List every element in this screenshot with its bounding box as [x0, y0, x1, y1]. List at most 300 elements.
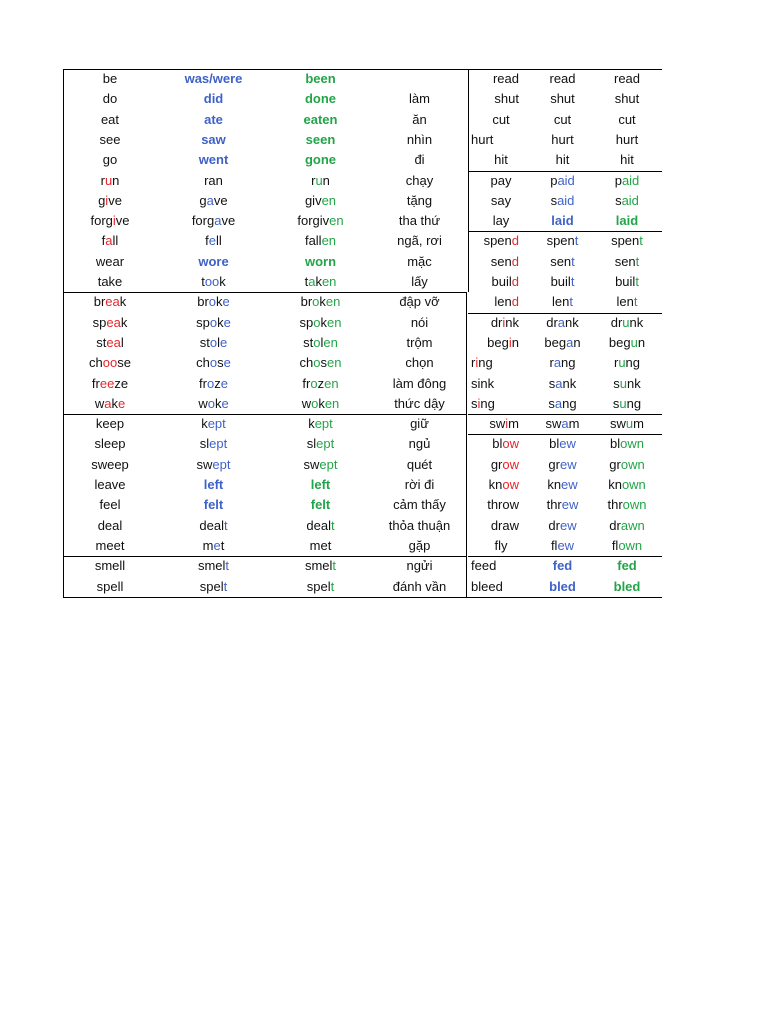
text-segment: left [203, 477, 224, 492]
text-segment: k [320, 314, 327, 330]
past-participle-cell [592, 495, 662, 515]
vertical-border [466, 292, 467, 597]
text-segment: leave [94, 477, 126, 492]
text-segment: en [323, 334, 338, 350]
text-segment: st [303, 334, 314, 350]
past-simple-cell [533, 150, 592, 170]
text-segment: trộm [406, 334, 433, 350]
horizontal-border [468, 313, 662, 314]
text-segment: lay [492, 213, 510, 229]
text-segment: ept [316, 436, 335, 452]
text-segment: i [112, 213, 116, 229]
text-segment: s [320, 355, 327, 371]
text-segment: t [571, 253, 575, 269]
text-segment: felt [203, 497, 224, 513]
text-segment: keep [95, 416, 125, 432]
text-segment: ngã, rơi [397, 233, 442, 249]
text-segment: r [311, 172, 316, 188]
past-simple-cell [533, 536, 592, 556]
past-participle-cell [592, 374, 662, 394]
text-segment: r [613, 355, 619, 371]
table-row [63, 272, 662, 292]
text-segment: oo [102, 355, 118, 371]
table-row [63, 150, 662, 170]
table-row [63, 130, 662, 150]
past-participle-cell [592, 556, 662, 576]
text-segment: ew [559, 456, 577, 472]
horizontal-border [468, 434, 662, 435]
base-form-cell [469, 414, 519, 434]
text-segment: own [620, 456, 645, 472]
text-segment: br [197, 294, 209, 310]
text-segment: o [313, 314, 321, 330]
text-segment: deal [306, 517, 331, 533]
text-segment: p [550, 172, 558, 188]
table-row [63, 495, 662, 515]
text-segment: eat [100, 111, 120, 127]
base-form-cell [469, 171, 533, 191]
text-segment: dr [490, 314, 503, 330]
text-segment: buil [491, 274, 512, 289]
text-segment: ea [105, 294, 120, 310]
text-segment: aid [621, 172, 640, 188]
past-participle-cell [592, 414, 662, 434]
text-segment: was/were [184, 71, 243, 86]
text-segment: ng [625, 355, 641, 371]
text-segment: see [99, 131, 121, 147]
base-form-cell [469, 252, 519, 272]
table-row [63, 69, 662, 89]
text-segment: đánh vần [392, 578, 447, 594]
text-segment: kn [608, 477, 622, 492]
text-segment: beg [608, 334, 631, 350]
text-segment: st [96, 334, 107, 350]
text-segment: fed [617, 558, 637, 574]
text-segment: br [300, 294, 313, 310]
text-segment: feel [99, 497, 121, 513]
text-segment: fr [199, 375, 207, 391]
text-segment: en [325, 294, 341, 310]
text-segment: t [639, 233, 643, 249]
past-participle-cell [592, 211, 662, 231]
text-segment: a [214, 213, 222, 229]
text-segment: ng [626, 395, 642, 411]
text-segment: g [98, 192, 106, 208]
text-segment: hit [494, 152, 508, 168]
text-segment: cut [553, 111, 572, 127]
text-segment: ept [207, 416, 226, 432]
past-participle-cell [592, 394, 662, 414]
text-segment: t [223, 517, 228, 533]
text-segment: n [637, 334, 646, 350]
text-segment: ran [204, 172, 223, 188]
text-segment: cut [618, 111, 636, 127]
text-segment: bl [549, 436, 560, 452]
text-segment: cảm thấy [393, 497, 446, 513]
text-segment: s [548, 395, 555, 411]
text-segment: e [213, 537, 221, 553]
text-segment: sweep [91, 456, 129, 472]
text-segment: ng [561, 355, 576, 371]
past-participle-cell [592, 577, 662, 597]
table-row [63, 252, 662, 272]
text-segment: ew [561, 497, 579, 513]
text-segment: a [554, 395, 563, 411]
past-participle-cell [592, 231, 662, 251]
text-segment: buil [615, 274, 636, 289]
text-segment: spell [96, 578, 124, 594]
text-segment: pay [490, 172, 512, 188]
base-form-cell [469, 495, 519, 515]
text-segment: nk [627, 375, 641, 391]
text-segment: l [120, 334, 124, 350]
text-segment: e [223, 314, 231, 330]
text-segment: gr [490, 456, 503, 472]
base-form-cell [469, 516, 519, 536]
text-segment: aid [621, 192, 639, 208]
text-segment: en [324, 375, 339, 391]
base-form-cell [469, 69, 519, 89]
text-segment: k [119, 294, 127, 310]
text-segment: s [548, 375, 556, 391]
text-segment: i [475, 355, 479, 371]
irregular-verbs-table [63, 69, 662, 604]
text-segment: ew [561, 477, 578, 492]
text-segment: sw [196, 456, 213, 472]
text-segment: ept [314, 416, 333, 432]
text-segment: ngủ [408, 436, 431, 452]
text-segment: làm [409, 91, 430, 107]
text-segment: quét [406, 456, 433, 472]
text-segment: sleep [94, 436, 126, 452]
text-segment: seen [305, 131, 336, 147]
text-segment: k [319, 294, 326, 310]
past-simple-cell [533, 171, 592, 191]
horizontal-border [468, 414, 662, 415]
text-segment: smell [94, 558, 126, 574]
text-segment: e [222, 294, 230, 310]
table-row [63, 455, 662, 475]
text-segment: r [100, 172, 105, 188]
table-row [63, 191, 662, 211]
text-segment: k [111, 395, 118, 411]
text-segment: s [471, 395, 478, 411]
text-segment: hit [620, 152, 634, 168]
past-participle-cell [592, 130, 662, 150]
text-segment: n [511, 334, 519, 350]
text-segment: sp [299, 314, 314, 330]
text-segment: sl [199, 436, 210, 452]
table-row [63, 292, 662, 312]
text-segment: sen [490, 253, 512, 269]
text-segment: thỏa thuận [388, 517, 451, 533]
text-segment: l [320, 334, 324, 350]
text-segment: a [105, 233, 113, 249]
text-segment: a [553, 355, 562, 371]
text-segment: sw [545, 416, 562, 432]
past-simple-cell [533, 272, 592, 292]
past-simple-cell [533, 231, 592, 251]
text-segment: r [471, 355, 476, 371]
text-segment: spen [483, 233, 512, 249]
text-segment: left [310, 477, 331, 492]
text-segment: ng [478, 355, 493, 371]
text-segment: nk [562, 375, 577, 391]
text-segment: gặp [408, 537, 431, 553]
text-segment: t [220, 537, 225, 553]
text-segment: k [120, 314, 128, 330]
text-segment: k [217, 314, 224, 330]
text-segment: ll [216, 233, 222, 249]
text-segment: fed [552, 558, 573, 574]
table-row [63, 313, 662, 333]
text-segment: làm đông [392, 375, 447, 391]
table-row [63, 516, 662, 536]
text-segment: nk [629, 314, 644, 330]
text-segment: u [315, 172, 323, 188]
text-segment: oo [204, 274, 220, 289]
text-segment: a [206, 192, 214, 208]
past-simple-cell [533, 292, 592, 312]
text-segment: worn [304, 253, 337, 269]
text-segment: len [552, 294, 570, 310]
text-segment: did [203, 91, 224, 107]
text-segment: bl [492, 436, 503, 452]
text-segment: m [568, 416, 580, 432]
text-segment: mặc [407, 253, 432, 269]
table-row [63, 475, 662, 495]
text-segment: t [201, 274, 205, 289]
text-segment: i [505, 416, 509, 432]
base-form-cell [469, 231, 519, 251]
text-segment: s [217, 355, 224, 371]
text-segment: w [301, 395, 312, 411]
text-segment: own [620, 436, 644, 452]
text-segment: chạy [405, 172, 434, 188]
past-participle-cell [592, 252, 662, 272]
vertical-border [63, 69, 64, 597]
text-segment: ew [559, 517, 577, 533]
text-segment: k [201, 416, 208, 432]
text-segment: o [209, 355, 218, 371]
text-segment: ng [562, 395, 577, 411]
text-segment: t [635, 274, 639, 289]
past-participle-cell [592, 191, 662, 211]
text-segment: n [112, 172, 120, 188]
text-segment: o [313, 355, 321, 371]
horizontal-border [468, 231, 662, 232]
text-segment: t [633, 294, 638, 310]
text-segment: ll [112, 233, 119, 249]
base-form-cell [469, 394, 533, 414]
text-segment: wear [95, 253, 125, 269]
text-segment: ept [319, 456, 338, 472]
text-segment: ew [557, 537, 575, 553]
text-segment: shut [614, 91, 640, 107]
text-segment: went [198, 152, 229, 168]
text-segment: s [615, 192, 622, 208]
text-segment: t [570, 274, 575, 289]
text-segment: o [207, 395, 215, 411]
text-segment: d [511, 253, 519, 269]
text-segment: en [329, 213, 344, 229]
text-segment: forgiv [297, 213, 330, 229]
text-segment: cut [492, 111, 510, 127]
text-segment: m [633, 416, 644, 432]
text-segment: read [613, 71, 641, 86]
base-form-cell [469, 191, 533, 211]
text-segment: en [324, 395, 340, 411]
text-segment: o [310, 375, 318, 391]
text-segment: p [614, 172, 622, 188]
text-segment: ew [559, 436, 576, 452]
past-simple-cell [533, 353, 592, 373]
text-segment: ăn [412, 111, 427, 127]
table-row [63, 110, 662, 130]
text-segment: k [318, 395, 325, 411]
text-segment: u [625, 416, 634, 432]
text-segment: k [315, 274, 322, 289]
text-segment: smel [197, 558, 226, 574]
text-segment: sw [489, 416, 506, 432]
text-segment: ve [115, 213, 130, 229]
past-participle-cell [592, 353, 662, 373]
text-segment: t [635, 253, 640, 269]
text-segment: t [223, 578, 228, 594]
text-segment: ngửi [406, 558, 433, 574]
text-segment: a [104, 395, 112, 411]
text-segment: en [327, 355, 342, 371]
past-simple-cell [533, 130, 592, 150]
past-simple-cell [533, 516, 592, 536]
text-segment: s [612, 395, 620, 411]
text-segment: be [102, 71, 118, 86]
table-row [63, 536, 662, 556]
text-segment: beg [544, 334, 567, 350]
text-segment: đập vỡ [399, 294, 440, 310]
past-participle-cell [592, 110, 662, 130]
text-segment: t [330, 578, 335, 594]
text-segment: go [102, 152, 118, 168]
text-segment: ve [221, 213, 236, 229]
text-segment: i [105, 192, 109, 208]
text-segment: dr [546, 314, 558, 330]
past-participle-cell [592, 434, 662, 454]
text-segment: en [321, 274, 337, 289]
text-segment: bled [613, 578, 641, 594]
text-segment: sp [92, 314, 107, 330]
horizontal-border [63, 414, 467, 415]
text-segment: fr [91, 375, 100, 391]
base-form-cell [469, 89, 519, 109]
text-segment: r [549, 355, 554, 371]
text-segment: ve [213, 192, 228, 208]
text-segment: a [308, 274, 316, 289]
text-segment: fr [302, 375, 311, 391]
text-segment: o [206, 375, 215, 391]
text-segment: ow [502, 456, 519, 472]
table-row [63, 89, 662, 109]
text-segment: met [309, 537, 332, 553]
table-row [63, 333, 662, 353]
text-segment: awn [620, 517, 645, 533]
text-segment: e [220, 375, 228, 391]
past-simple-cell [533, 434, 592, 454]
text-segment: u [630, 334, 638, 350]
table-row [63, 414, 662, 434]
text-segment: o [313, 334, 321, 350]
text-segment: k [216, 294, 223, 310]
text-segment: meet [95, 537, 125, 553]
past-simple-cell [533, 414, 592, 434]
text-segment: nk [565, 314, 579, 330]
horizontal-border [468, 171, 662, 172]
table-row [63, 211, 662, 231]
text-segment: đi [414, 152, 425, 168]
past-participle-cell [592, 475, 662, 495]
base-form-cell [469, 313, 519, 333]
text-segment: bleed [471, 578, 503, 594]
text-segment: draw [490, 517, 519, 533]
base-form-cell [469, 130, 533, 150]
text-segment: do [102, 91, 118, 107]
text-segment: ng [480, 395, 495, 411]
text-segment: thr [607, 497, 623, 513]
text-segment: f [205, 233, 209, 249]
text-segment: saw [201, 131, 226, 147]
text-segment: tặng [406, 192, 433, 208]
past-participle-cell [592, 69, 662, 89]
text-segment: len [616, 294, 634, 310]
text-segment: ept [212, 456, 231, 472]
text-segment: fall [304, 233, 322, 249]
text-segment: se [117, 355, 131, 371]
text-segment: o [311, 395, 319, 411]
text-segment: wore [198, 253, 229, 269]
text-segment: u [619, 395, 627, 411]
past-participle-cell [592, 150, 662, 170]
text-segment: bled [549, 578, 576, 594]
base-form-cell [469, 150, 533, 170]
base-form-cell [469, 353, 533, 373]
text-segment: d [511, 274, 519, 289]
text-segment: fl [550, 537, 558, 553]
text-segment: z [317, 375, 325, 391]
text-segment: eaten [303, 111, 338, 127]
text-segment: o [209, 334, 218, 350]
text-segment: spel [306, 578, 331, 594]
past-participle-cell [592, 272, 662, 292]
text-segment: read [549, 71, 576, 86]
text-segment: fl [611, 537, 619, 553]
text-segment: a [561, 416, 569, 432]
base-form-cell [469, 536, 533, 556]
text-segment: fly [494, 537, 508, 553]
base-form-cell [469, 577, 533, 597]
text-segment: s [550, 192, 558, 208]
past-participle-cell [592, 171, 662, 191]
text-segment: e [220, 334, 228, 350]
text-segment: n [322, 172, 330, 188]
text-segment: shut [550, 91, 575, 107]
text-segment: st [199, 334, 210, 350]
text-segment: sp [196, 314, 210, 330]
past-participle-cell [592, 89, 662, 109]
text-segment: gone [304, 152, 337, 168]
text-segment: felt [310, 497, 331, 513]
text-segment: dr [610, 314, 623, 330]
text-segment: ve [108, 192, 122, 208]
